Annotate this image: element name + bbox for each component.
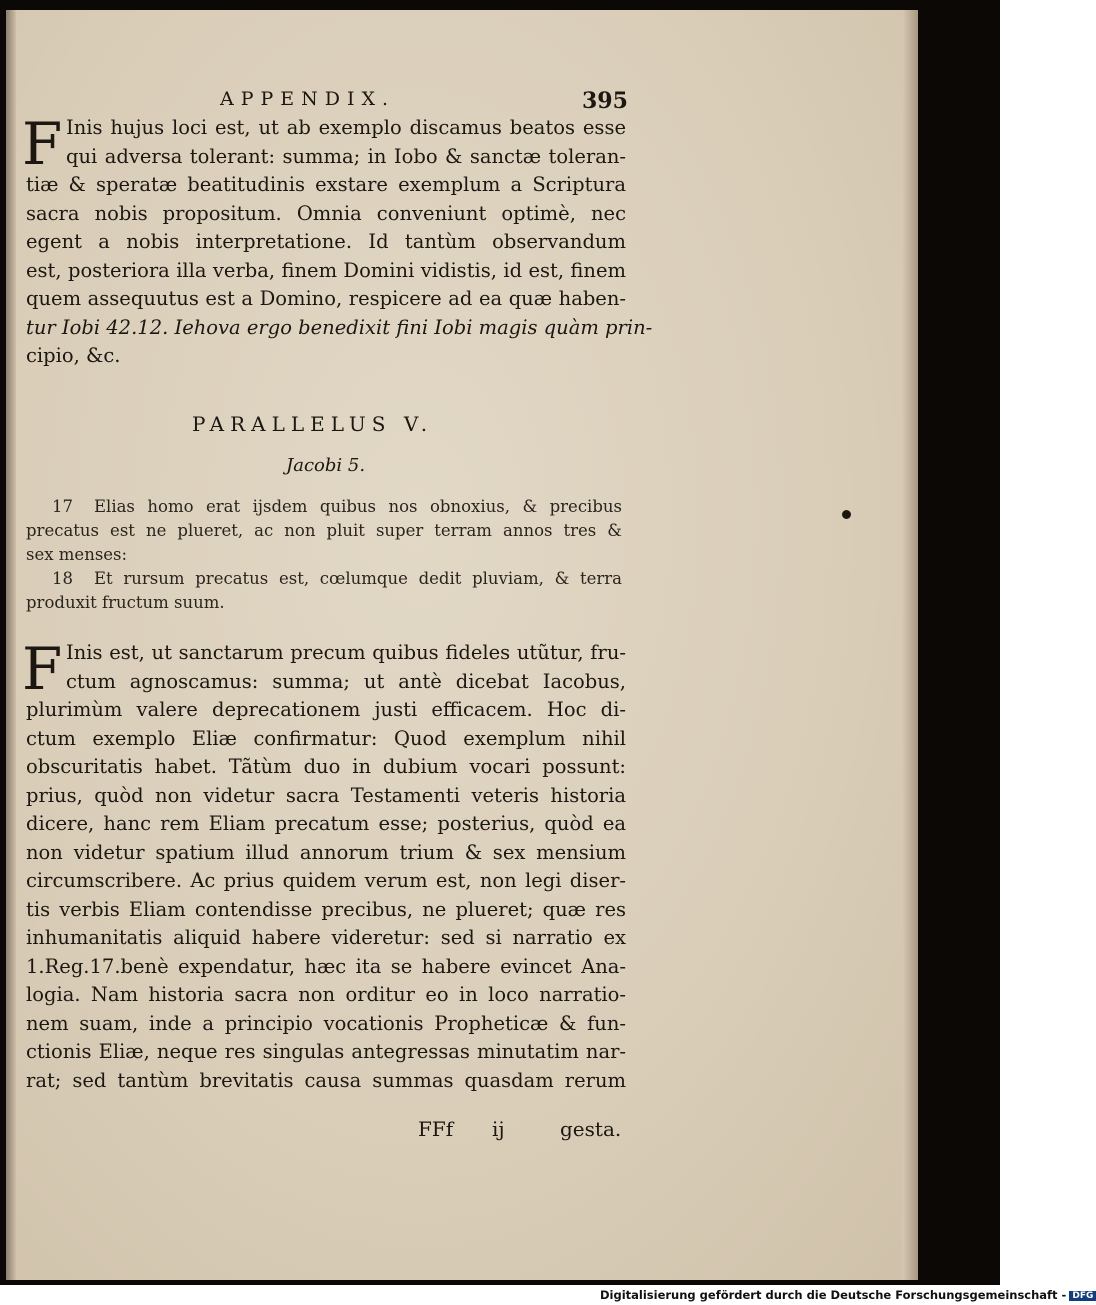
binding-shadow <box>6 10 16 1280</box>
verse-number: 17 <box>52 497 73 516</box>
text-line: sacra nobis propositum. Omnia conveniunt optimè, nec <box>26 201 626 225</box>
verse-line: sex menses: <box>26 545 128 564</box>
section-heading: PARALLELUS V. <box>192 412 434 436</box>
verse-line: 17 Elias homo erat ijsdem quibus nos obnoxius, & precibus <box>26 495 622 519</box>
ink-spot <box>842 510 851 519</box>
text-line: ctum exemplo Eliæ confirmatur: Quod exemplum nihil <box>26 726 626 750</box>
text-line: nem suam, inde a principio vocationis Propheticæ & fun- <box>26 1011 626 1035</box>
text-line: inhumanitatis aliquid habere videretur: sed si narratio ex <box>26 926 626 949</box>
text-line: egent a nobis interpretatione. Id tantùm observandum <box>26 230 626 253</box>
text-line: quem assequutus est a Domino, respicere ad ea quæ haben- <box>26 287 626 310</box>
text-line: 1.Reg.17.benè expendatur, hæc ita se habere evincet Ana- <box>26 954 626 978</box>
text-line: circumscribere. Ac prius quidem verum est, non legi diser- <box>26 869 626 892</box>
book-page <box>6 10 918 1280</box>
verse-line: precatus est ne plueret, ac non pluit super terram annos tres & <box>26 521 622 540</box>
text-line: ctionis Eliæ, neque res singulas antegressas minutatim nar- <box>26 1040 626 1063</box>
verse-line: produxit fructum suum. <box>26 593 225 612</box>
text-line: prius, quòd non videtur sacra Testamenti veteris historia <box>26 783 626 807</box>
drop-cap: F <box>22 635 63 703</box>
signature-leaf: ij <box>492 1117 505 1141</box>
text-line: plurimùm valere deprecationem justi efficacem. Hoc di- <box>26 698 626 721</box>
digitization-credit <box>600 1288 1094 1304</box>
text-line: ctum agnoscamus: summa; ut antè dicebat Iacobus, <box>66 669 626 693</box>
text-line: tis verbis Eliam contendisse precibus, ne plueret; quæ res <box>26 897 626 921</box>
page-number: 395 <box>582 88 628 114</box>
text-line: rat; sed tantùm brevitatis causa summas quasdam rerum <box>26 1068 626 1092</box>
text-line: cipio, &c. <box>26 344 121 367</box>
running-head: APPENDIX. <box>220 88 396 110</box>
paragraph-1 <box>26 114 653 371</box>
text-line: Inis est, ut sanctarum precum quibus fideles utũtur, fru- <box>66 641 626 664</box>
page-edge <box>902 10 918 1280</box>
text-line: Inis hujus loci est, ut ab exemplo discamus beatos esse <box>66 116 626 139</box>
verse-block <box>26 495 622 615</box>
verse-number: 18 <box>52 569 73 588</box>
credit-text: Digitalisierung gefördert durch die Deutsche Forschungsgemeinschaft - <box>600 1288 1067 1302</box>
text-line: est, posteriora illa verba, finem Domini vidistis, id est, finem <box>26 258 626 282</box>
text-line: obscuritatis habet. Tãtùm duo in dubium vocari possunt: <box>26 755 626 778</box>
text-line: logia. Nam historia sacra non orditur eo in loco narratio- <box>26 983 626 1006</box>
text-line: tiæ & speratæ beatitudinis exstare exemplum a Scriptura <box>26 173 626 196</box>
drop-cap: F <box>22 110 63 178</box>
signature-mark: FFf <box>418 1117 454 1141</box>
text-line: tur Iobi 42.12. Iehova ergo benedixit fini Iobi magis quàm prin- <box>26 315 653 339</box>
dfg-logo: DFG <box>1069 1291 1096 1301</box>
text-line: qui adversa tolerant: summa; in Iobo & sanctæ toleran- <box>66 144 626 168</box>
text-line: dicere, hanc rem Eliam precatum esse; posterius, quòd ea <box>26 812 626 835</box>
verse-line: 18 Et rursum precatus est, cœlumque dedit pluviam, & terra <box>26 567 622 591</box>
text-line: non videtur spatium illud annorum trium & sex mensium <box>26 840 626 864</box>
section-subheading: Jacobi 5. <box>286 455 366 476</box>
catchword: gesta. <box>560 1117 622 1141</box>
paragraph-2 <box>26 639 626 1095</box>
